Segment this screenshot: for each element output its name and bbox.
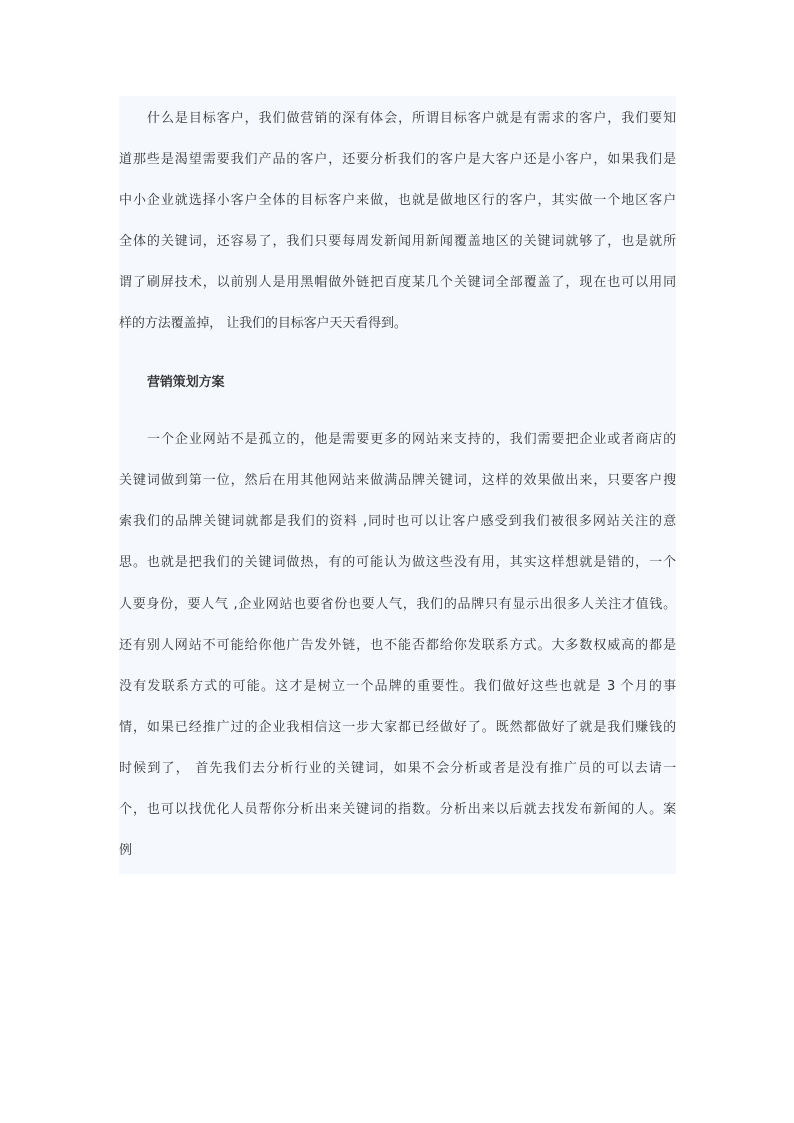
- paragraph-1-line-5: 谓了刷屏技术，以前别人是用黑帽做外链把百度某几个关键词全部覆盖了，现在也可以用同: [119, 275, 676, 290]
- paragraph-2-line-6: 还有别人网站不可能给你他广告发外链，也不能否都给你发联系方式。大多数权威高的都是: [119, 638, 676, 653]
- paragraph-1-line-6: 样的方法覆盖掉， 让我们的目标客户天天看得到。: [119, 316, 407, 331]
- paragraph-2-line-11: 例: [119, 843, 132, 858]
- paragraph-2-line-4: 思。也就是把我们的关键词做热，有的可能认为做这些没有用，其实这样想就是错的，一个: [119, 555, 676, 570]
- paragraph-2-line-7: 没有发联系方式的可能。这才是树立一个品牌的重要性。我们做好这些也就是 3 个月的事: [119, 679, 676, 694]
- paragraph-2-line-10: 个，也可以找优化人员帮你分析出来关键词的指数。分析出来以后就去找发布新闻的人。案: [119, 802, 676, 817]
- paragraph-2-line-8: 情，如果已经推广过的企业我相信这一步大家都已经做好了。既然都做好了就是我们赚钱的: [119, 720, 676, 735]
- paragraph-1-line-3: 中小企业就选择小客户全体的目标客户来做，也就是做地区行的客户，其实做一个地区客户: [119, 193, 676, 208]
- paragraph-2-line-3: 索我们的品牌关键词就都是我们的资料 ,同时也可以让客户感受到我们被很多网站关注的意: [119, 514, 676, 529]
- paragraph-1-line-1: 什么是目标客户，我们做营销的深有体会，所谓目标客户就是有需求的客户，我们要知: [147, 111, 676, 126]
- paragraph-2-line-1: 一个企业网站不是孤立的，他是需要更多的网站来支持的，我们需要把企业或者商店的: [147, 432, 676, 447]
- paragraph-1-line-2: 道那些是渴望需要我们产品的客户，还要分析我们的客户是大客户还是小客户，如果我们是: [119, 152, 676, 167]
- paragraph-2-line-9: 时候到了， 首先我们去分析行业的关键词，如果不会分析或者是没有推广员的可以去请一: [119, 761, 676, 776]
- paragraph-2-line-5: 人要身份，要人气 ,企业网站也要省份也要人气，我们的品牌只有显示出很多人关注才值钱。: [119, 597, 676, 612]
- paragraph-2-line-2: 关键词做到第一位，然后在用其他网站来做满品牌关键词，这样的效果做出来，只要客户搜: [119, 473, 676, 488]
- section-heading: 营销策划方案: [147, 375, 225, 390]
- paragraph-1-line-4: 全体的关键词，还容易了，我们只要每周发新闻用新闻覆盖地区的关键词就够了，也是就所: [119, 234, 676, 249]
